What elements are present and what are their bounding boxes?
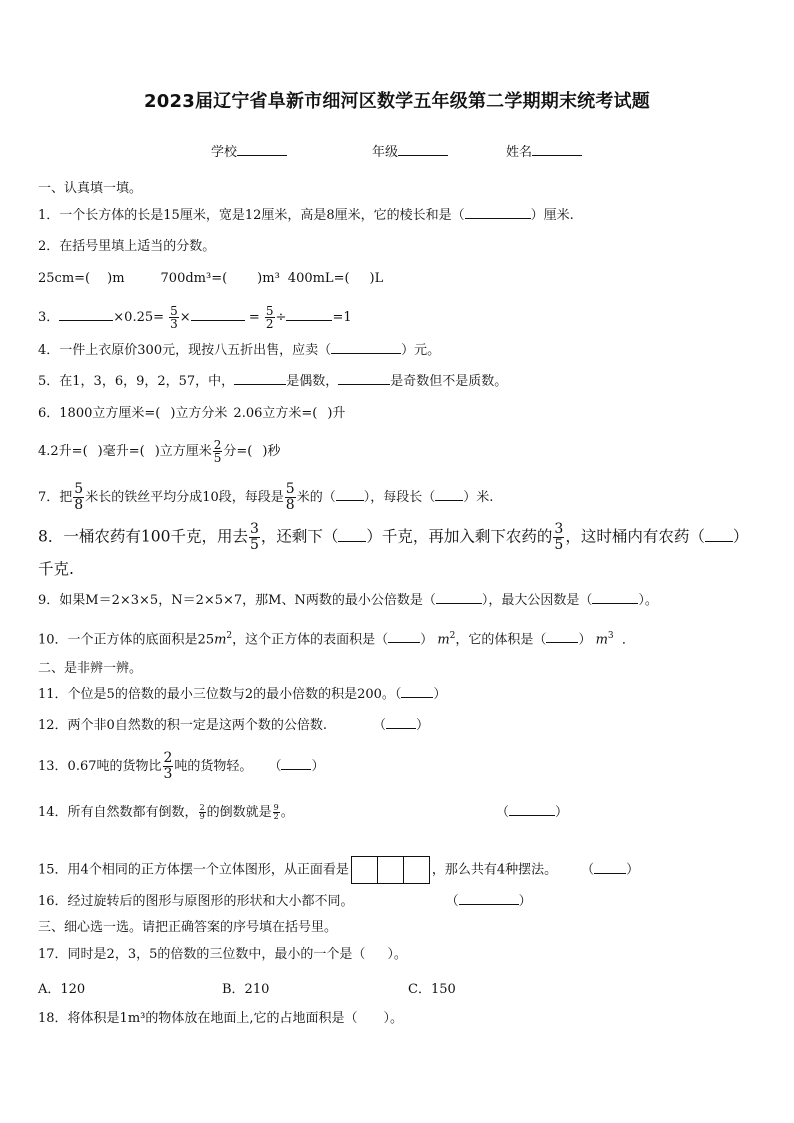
section-heading: 三、细心选一选。请把正确答案的序号填在括号里。 [38, 920, 338, 935]
question-number: 15． [38, 862, 68, 878]
question-number: 12． [38, 718, 68, 733]
answer-blank [281, 758, 311, 770]
answer-blank [592, 592, 638, 604]
answer-blank [386, 717, 416, 729]
fraction: $\frac{3}{5}$ [554, 521, 564, 553]
question-2 [38, 238, 215, 256]
question-number: 1． [38, 208, 60, 223]
question-text: ） [311, 759, 325, 774]
answer-blank [191, 309, 245, 321]
question-text: 一个正方体的底面积是25 [67, 632, 215, 648]
name-field [506, 141, 582, 160]
grade-label: 年级 [372, 145, 399, 160]
option-b: B．210 [222, 982, 270, 997]
answer-blank [286, 309, 332, 321]
question-text: 同时是2，3，5的倍数的三位数中，最小的一个是（ [67, 947, 366, 962]
question-text: 米的（ [296, 490, 336, 505]
question-text: ）千克，再加入剩下农药的 [366, 527, 553, 546]
question-text: 米长的铁丝平均分成10段，每段是 [85, 490, 284, 505]
question-text: （ [268, 759, 282, 774]
question-text: ）米. [463, 490, 494, 505]
question-text: 在1，3，6，9，2，57，中， [59, 374, 235, 389]
question-text: ） [415, 718, 429, 733]
question-text: )m [107, 271, 125, 286]
question-text: ）。 [383, 1011, 404, 1026]
question-text: = [248, 310, 260, 325]
question-8 [38, 522, 748, 553]
front-view-figure [351, 856, 430, 884]
question-13 [38, 751, 324, 782]
question-15 [38, 856, 639, 884]
section-heading: 一、认真填一填。 [38, 181, 143, 196]
fraction: $\frac{5}{8}$ [285, 481, 295, 513]
question-number: 16． [38, 894, 68, 909]
fraction: $\frac{5}{2}$ [265, 304, 274, 331]
answer-blank [338, 530, 366, 542]
question-text: 2.06立方米=( [233, 406, 318, 421]
question-text: )秒 [262, 444, 281, 459]
question-text: 将体积是1m³的物体放在地面上,它的占地面积是（ [67, 1011, 358, 1026]
grade-blank [398, 143, 448, 156]
question-text: ），每段长（ [363, 490, 436, 505]
question-text: × [179, 310, 191, 325]
question-5 [38, 373, 507, 391]
section-heading: 二、是非辨一辨。 [38, 661, 143, 676]
question-text: 的倒数就是 [206, 805, 272, 820]
question-text: ） [578, 632, 592, 648]
question-text: 700dm³=( [160, 271, 228, 286]
question-text: ×0.25= [113, 310, 165, 325]
page-title: 2023届辽宁省阜新市细河区数学五年级第二学期期末统考试题 [144, 91, 650, 112]
fraction: $\frac{5}{3}$ [170, 304, 178, 331]
question-text: ÷ [275, 310, 287, 325]
question-text: 个位是5的倍数的最小三位数与2的最小倍数的积是200。（ [67, 687, 402, 702]
fraction: $\frac{2}{3}$ [163, 750, 173, 782]
question-text: 如果M＝2×3×5，N＝2×5×7，那M、N两数的最小公倍数是（ [59, 593, 436, 608]
question-10: 10．一个正方体的底面积是$25m^2$，这个正方体的表面积是（ ） $m^2$，它的体积是（ ） $m^3$ ． [38, 631, 635, 648]
question-text: )升 [327, 406, 346, 421]
question-text: 25cm=( [38, 271, 91, 286]
option-c: C．150 [408, 982, 456, 997]
answer-blank [705, 530, 733, 542]
question-number: 5． [38, 374, 60, 389]
question-text: 一桶农药有100千克，用去 [63, 527, 248, 546]
question-text: ，这时桶内有农药（ [565, 527, 705, 546]
question-17 [38, 946, 407, 964]
question-text: 400mL=( [287, 271, 350, 286]
question-text: 0.67吨的货物比 [67, 759, 162, 774]
answer-blank [388, 631, 420, 643]
answer-blank [435, 489, 463, 501]
question-text: 用4个相同的正方体摆一个立体图形，从正面看是 [67, 862, 349, 878]
question-14 [38, 803, 569, 822]
answer-blank [234, 373, 286, 385]
question-text: 。 [280, 805, 294, 820]
answer-blank [401, 686, 433, 698]
answer-blank [546, 631, 578, 643]
question-text: ） [518, 894, 532, 909]
question-number: 8． [38, 527, 64, 546]
fraction: $\frac{5}{8}$ [74, 481, 84, 513]
grade-field [372, 141, 448, 160]
question-text: ） [420, 632, 434, 648]
question-text: （ [372, 718, 386, 733]
question-text: 所有自然数都有倒数， [67, 805, 198, 820]
question-11 [38, 686, 446, 704]
question-text: )m³ [257, 271, 280, 286]
school-field [211, 141, 287, 160]
question-text: ，这个正方体的表面积是（ [232, 632, 389, 648]
question-number: 11． [38, 687, 68, 702]
question-2-items [38, 270, 383, 288]
question-number: 2． [38, 239, 60, 254]
question-text: ）元。 [401, 343, 441, 358]
option-a: A．120 [38, 982, 86, 997]
question-3 [38, 305, 352, 330]
question-text: ） [433, 687, 447, 702]
answer-blank [509, 804, 555, 816]
school-blank [237, 143, 287, 156]
question-text: )立方分米 [170, 406, 228, 421]
question-text: ） [555, 805, 569, 820]
question-text: 两个非0自然数的积一定是这两个数的公倍数. [67, 718, 327, 733]
question-number: 14． [38, 805, 68, 820]
question-number: 3． [38, 310, 60, 325]
question-number: 18． [38, 1011, 68, 1026]
question-number: 13． [38, 759, 68, 774]
question-text: 把 [59, 490, 73, 505]
fraction: $\frac{2}{9}$ [199, 803, 205, 821]
answer-blank [436, 592, 482, 604]
question-8-line-2: 千克. [38, 560, 74, 578]
question-9 [38, 592, 658, 610]
question-text: ，还剩下（ [260, 527, 339, 546]
answer-blank [331, 342, 401, 354]
question-12 [38, 717, 429, 735]
question-number: 4． [38, 343, 60, 358]
fraction: $\frac{9}{2}$ [273, 803, 279, 821]
question-4 [38, 342, 440, 360]
question-text: ）厘米. [530, 208, 574, 223]
question-text: ）。 [638, 593, 658, 608]
fraction: $\frac{2}{5}$ [213, 438, 222, 465]
question-text: ，它的体积是（ [455, 632, 547, 648]
question-18 [38, 1010, 403, 1028]
question-number: 10． [38, 632, 68, 648]
school-label: 学校 [211, 145, 238, 160]
answer-blank [465, 207, 531, 219]
question-text: )L [369, 271, 384, 286]
question-text: ） [732, 527, 749, 546]
question-text: 在括号里填上适当的分数。 [59, 239, 216, 254]
question-1 [38, 207, 574, 225]
question-6 [38, 405, 345, 423]
question-text: 一件上衣原价300元，现按八五折出售，应卖（ [59, 343, 332, 358]
name-label: 姓名 [506, 145, 533, 160]
question-text: =1 [332, 310, 352, 325]
question-text: ） [626, 862, 640, 878]
answer-blank [59, 309, 113, 321]
question-7 [38, 482, 493, 513]
question-number: 7． [38, 490, 60, 505]
name-blank [532, 143, 582, 156]
question-6-line-2 [38, 439, 280, 464]
question-text: )毫升=( [97, 444, 145, 459]
question-text: 分=( [223, 444, 253, 459]
question-number: 9． [38, 593, 60, 608]
question-text: 是偶数， [286, 374, 339, 389]
question-text: （ [496, 805, 510, 820]
question-text: 吨的货物轻。 [174, 759, 253, 774]
question-text: （ [581, 862, 595, 878]
question-text: 1800立方厘米=( [59, 406, 161, 421]
question-number: 17． [38, 947, 68, 962]
question-text: 经过旋转后的图形与原图形的形状和大小都不同。 [67, 894, 354, 909]
question-text: （ [445, 894, 459, 909]
question-text: 4.2升=( [38, 444, 88, 459]
fraction: $\frac{3}{5}$ [249, 521, 259, 553]
question-text: )立方厘米 [154, 444, 212, 459]
answer-blank [459, 893, 519, 905]
answer-blank [336, 489, 364, 501]
question-text: ），最大公因数是（ [481, 593, 593, 608]
question-text: ，那么共有4种摆法。 [431, 862, 558, 878]
question-16 [38, 893, 532, 911]
question-text: ． [621, 632, 635, 648]
answer-blank [594, 862, 626, 874]
answer-blank [338, 373, 390, 385]
question-text: 一个长方体的长是15厘米，宽是12厘米，高是8厘米，它的棱长和是（ [59, 208, 465, 223]
question-number: 6． [38, 406, 60, 421]
question-text: 是奇数但不是质数。 [390, 374, 508, 389]
question-text: ）。 [387, 947, 407, 962]
